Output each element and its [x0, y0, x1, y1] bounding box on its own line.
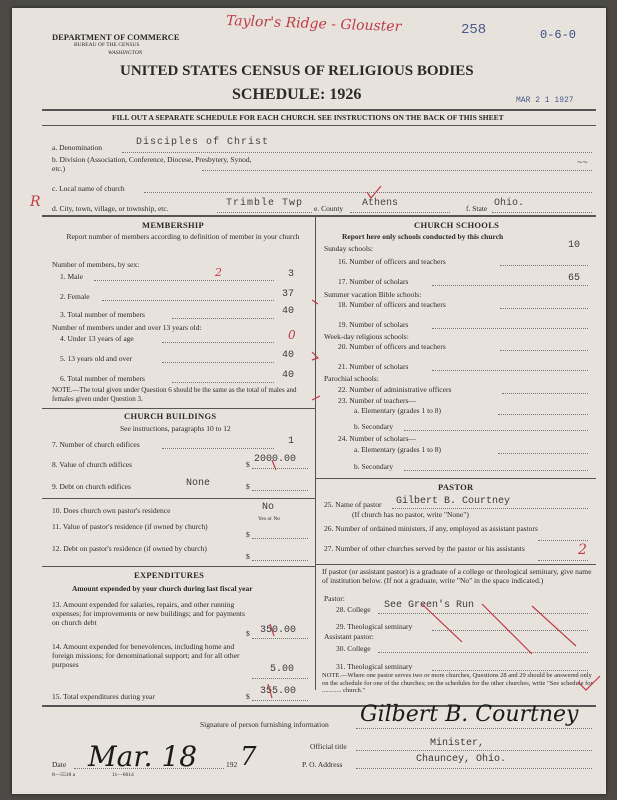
- red-check-marks: [12, 8, 606, 794]
- dollar-sign: $: [246, 530, 250, 539]
- expenditures-intro: Amount expended by your church during last fiscal year: [72, 584, 253, 593]
- signature-label: Signature of person furnishing information: [200, 720, 329, 729]
- check-mark: [312, 300, 318, 304]
- total-expenditures-label: 15. Total expenditures during year: [52, 692, 155, 701]
- instruction-line: FILL OUT A SEPARATE SCHEDULE FOR EACH CHURCH. SEE INSTRUCTIONS ON THE BACK OF THIS SHEET: [112, 113, 504, 122]
- assistant-college-label: 30. College: [336, 644, 371, 653]
- check-mark: [312, 352, 318, 360]
- received-stamp: MAR 2 1 1927: [516, 96, 574, 105]
- dollar-sign: $: [246, 629, 250, 638]
- official-title-value: Minister,: [430, 738, 485, 749]
- female-label: 2. Female: [60, 292, 90, 301]
- form-subtitle: SCHEDULE: 1926: [232, 86, 362, 103]
- q21-label: 21. Number of scholars: [338, 362, 409, 371]
- q18-label: 18. Number of officers and teachers: [338, 300, 446, 309]
- dollar-sign: $: [246, 482, 250, 491]
- handwritten-location: Taylor's Ridge - Glouster: [225, 12, 402, 36]
- census-schedule-sheet: [12, 8, 606, 794]
- q16-label: 16. Number of officers and teachers: [338, 257, 446, 266]
- sunday-schools-count: 10: [568, 240, 581, 251]
- year-prefix: 192: [226, 760, 238, 769]
- state-label: f. State: [466, 204, 488, 213]
- expenditures-heading: EXPENDITURES: [134, 570, 205, 580]
- benevolences-label: 14. Amount expended for benevolences, including home and foreign missions; for denominational support; and for all other purposes: [52, 642, 240, 669]
- sunday-schools-label: Sunday schools:: [324, 244, 373, 253]
- check-mark: [578, 676, 600, 690]
- membership-heading: MEMBERSHIP: [142, 220, 205, 230]
- male-note: 2: [215, 266, 222, 279]
- male-label: 1. Male: [60, 272, 83, 281]
- dollar-sign: $: [246, 460, 250, 469]
- schools-intro: Report here only schools conducted by this church: [342, 232, 504, 241]
- division-mark: ~~: [577, 158, 588, 168]
- membership-intro: Report number of members according to definition of member in your church: [66, 232, 300, 241]
- pastor-name-hint: (If church has no pastor, write "None"): [352, 510, 469, 519]
- q24a-label: a. Elementary (grades 1 to 8): [354, 445, 442, 454]
- summer-label: Summer vacation Bible schools:: [324, 290, 422, 299]
- ordained-ministers-label: 26. Number of ordained ministers, if any, employed as assistant pastors: [324, 524, 538, 533]
- county-label: e. County: [314, 204, 344, 213]
- address-label: P. O. Address: [302, 760, 343, 769]
- q23b-label: b. Secondary: [354, 422, 394, 431]
- membership-note: NOTE.—The total given under Question 6 should be the same as the total of males and females given under Question 3.: [52, 386, 297, 403]
- under13-value: 0: [288, 328, 296, 342]
- over13-value: 40: [282, 350, 295, 361]
- pastor-name-label: 25. Name of pastor: [324, 500, 382, 509]
- dotted-line: [356, 750, 592, 751]
- city-label: WASHINGTON: [108, 50, 143, 56]
- year-digit: 7: [240, 742, 257, 772]
- q20-label: 20. Number of officers and teachers: [338, 342, 446, 351]
- total-members-value: 40: [282, 306, 295, 317]
- q23a-label: a. Elementary (grades 1 to 8): [354, 406, 442, 415]
- edifice-value-label: 8. Value of church edifices: [52, 460, 133, 469]
- college-intro: If pastor (or assistant pastor) is a graduate of a college or theological seminary, give name of institution below. (If not a graduate, write "No" in the space indicated.): [322, 567, 592, 585]
- schedule-number: 258: [461, 22, 487, 38]
- dotted-line: [356, 728, 592, 729]
- age-intro: Number of members under and over 13 years old:: [52, 323, 202, 332]
- schools-heading: CHURCH SCHOOLS: [414, 220, 500, 230]
- running-expenses-value: 350.00: [260, 625, 297, 636]
- official-title-label: Official title: [310, 742, 347, 751]
- dollar-sign: $: [246, 552, 250, 561]
- total6-label: 6. Total number of members: [60, 374, 145, 383]
- assistant-subhead: Assistant pastor:: [324, 632, 374, 641]
- male-value: 3: [288, 269, 295, 280]
- parochial-label: Parochial schools:: [324, 374, 379, 383]
- signature: Gilbert B. Courtney: [360, 702, 579, 727]
- female-value: 37: [282, 289, 295, 300]
- dollar-sign: $: [246, 692, 250, 701]
- check-mark: [532, 606, 576, 646]
- check-mark: [367, 186, 381, 198]
- division-label: b. Division (Association, Conference, Diocese, Presbytery, Synod, etc.): [52, 155, 252, 173]
- check-mark: [268, 684, 272, 698]
- assistant-seminary-label: 31. Theological seminary: [336, 662, 413, 671]
- weekday-label: Week-day religious schools:: [324, 332, 409, 341]
- by-sex-label: Number of members, by sex:: [52, 260, 140, 269]
- college-value: See Green's Run: [384, 600, 475, 611]
- under13-label: 4. Under 13 years of age: [60, 334, 134, 343]
- buildings-intro: See instructions, paragraphs 10 to 12: [120, 424, 231, 433]
- city-town-value: Trimble Twp: [226, 198, 304, 209]
- edifice-debt-label: 9. Debt on church edifices: [52, 482, 131, 491]
- total6-value: 40: [282, 370, 295, 381]
- pastor-note: NOTE.—Where one pastor serves two or more churches, Questions 28 and 29 should be answered only on the schedule for one of the churches; on the schedules for the other churches, write "See schedule for ............ church.": [322, 672, 593, 694]
- residence-debt-label: 12. Debt on pastor's residence (if owned by church): [52, 544, 207, 553]
- other-churches-value: 2: [578, 542, 587, 558]
- q19-label: 19. Number of scholars: [338, 320, 409, 329]
- owns-residence-value: No: [262, 502, 275, 513]
- edifice-value-value: 2000.00: [254, 454, 297, 465]
- total-expenditures-value: 355.00: [260, 686, 297, 697]
- check-mark: [422, 604, 462, 642]
- q22-label: 22. Number of administrative officers: [338, 385, 452, 394]
- form-code: 8—5518 a: [52, 772, 76, 778]
- date-value: Mar. 18: [88, 740, 198, 773]
- pastor-name-value: Gilbert B. Courtney: [396, 496, 511, 507]
- owns-residence-label: 10. Does church own pastor's residence: [52, 506, 171, 515]
- edifices-value: 1: [288, 436, 295, 447]
- check-mark: [312, 396, 320, 400]
- bureau-label: BUREAU OF THE CENSUS: [74, 42, 140, 48]
- q23-label: 23. Number of teachers—: [338, 396, 416, 405]
- check-mark: [482, 604, 532, 654]
- college-label: 28. College: [336, 605, 371, 614]
- state-value: Ohio.: [494, 198, 525, 209]
- benevolences-value: 5.00: [270, 664, 295, 675]
- city-town-label: d. City, town, village, or township, etc.: [52, 204, 169, 213]
- over13-label: 5. 13 years old and over: [60, 354, 133, 363]
- address-value: Chauncey, Ohio.: [416, 754, 507, 765]
- seminary-label: 29. Theological seminary: [336, 622, 413, 631]
- county-value: Athens: [362, 198, 399, 209]
- date-label: Date: [52, 760, 67, 769]
- corner-code: 0-6-0: [540, 28, 577, 42]
- yes-no-hint: Yes or No: [258, 516, 281, 522]
- other-churches-label: 27. Number of other churches served by the pastor or his assistants: [324, 544, 525, 553]
- denomination-label: a. Denomination: [52, 143, 102, 152]
- residence-value-label: 11. Value of pastor's residence (if owned by church): [52, 522, 208, 531]
- pastor-subhead: Pastor:: [324, 594, 345, 603]
- denomination-value: Disciples of Christ: [136, 137, 270, 148]
- local-name-label: c. Local name of church: [52, 184, 125, 193]
- check-mark: [270, 624, 274, 636]
- check-mark: [272, 460, 276, 470]
- running-expenses-label: 13. Amount expended for salaries, repairs, and other running expenses; for improvements or new buildings; and for payments on church debt: [52, 600, 245, 627]
- edifices-label: 7. Number of church edifices: [52, 440, 140, 449]
- q17-value: 65: [568, 273, 581, 284]
- total-members-label: 3. Total number of members: [60, 310, 145, 319]
- q24b-label: b. Secondary: [354, 462, 394, 471]
- buildings-heading: CHURCH BUILDINGS: [124, 411, 217, 421]
- margin-mark: R: [30, 194, 41, 210]
- pastor-heading: PASTOR: [438, 482, 474, 492]
- form-code-2: 11—6614: [112, 772, 134, 778]
- q24-label: 24. Number of scholars—: [338, 434, 416, 443]
- q17-label: 17. Number of scholars: [338, 277, 409, 286]
- edifice-debt-value: None: [186, 478, 211, 489]
- department-label: DEPARTMENT OF COMMERCE: [52, 32, 180, 42]
- form-title: UNITED STATES CENSUS OF RELIGIOUS BODIES: [120, 63, 474, 79]
- dotted-line: [356, 768, 592, 769]
